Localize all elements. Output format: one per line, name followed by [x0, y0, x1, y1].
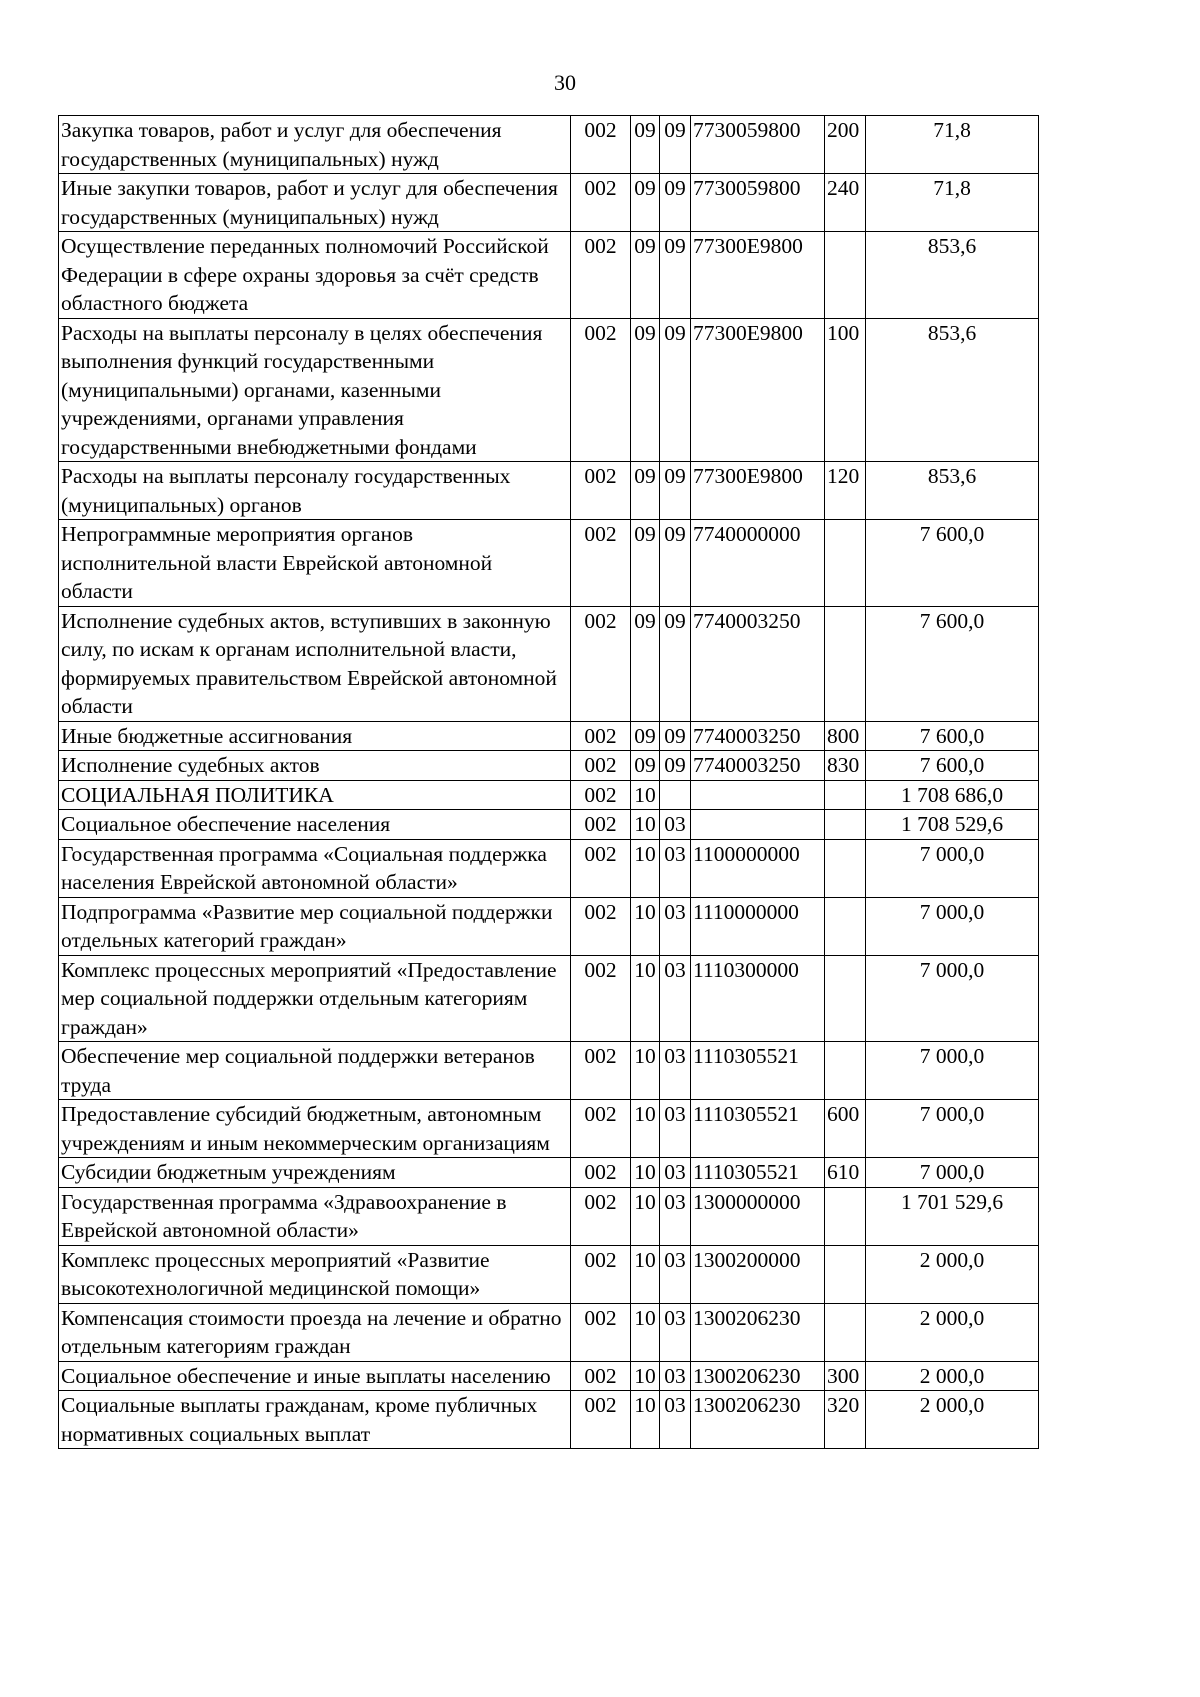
table-row	[59, 897, 1039, 955]
row-name-cell: Субсидии бюджетным учреждениям	[59, 1158, 571, 1188]
row-section-cell: 10	[631, 1158, 660, 1188]
row-subsection-cell	[660, 780, 691, 810]
row-amount-cell: 853,6	[866, 232, 1039, 319]
row-target-article-cell: 1110305521	[691, 1042, 825, 1100]
row-target-article-cell: 1100000000	[691, 839, 825, 897]
row-name-cell: Предоставление субсидий бюджетным, автономным учреждениям и иным некоммерческим организациям	[59, 1100, 571, 1158]
row-target-article-cell: 7730059800	[691, 116, 825, 174]
row-ved-cell: 002	[571, 839, 631, 897]
row-target-article-cell: 1300200000	[691, 1245, 825, 1303]
row-target-article-cell: 1110305521	[691, 1100, 825, 1158]
row-expense-type-cell: 200	[825, 116, 866, 174]
row-target-article-cell: 77300Е9800	[691, 318, 825, 462]
table-row	[59, 1187, 1039, 1245]
table-row	[59, 606, 1039, 721]
row-expense-type-cell	[825, 520, 866, 607]
row-section-cell: 10	[631, 839, 660, 897]
row-ved-cell: 002	[571, 810, 631, 840]
row-expense-type-cell	[825, 1245, 866, 1303]
row-amount-cell: 71,8	[866, 174, 1039, 232]
row-subsection-cell: 09	[660, 318, 691, 462]
row-amount-cell: 853,6	[866, 318, 1039, 462]
row-ved-cell: 002	[571, 955, 631, 1042]
row-section-cell: 10	[631, 810, 660, 840]
row-subsection-cell: 09	[660, 232, 691, 319]
row-subsection-cell: 09	[660, 116, 691, 174]
row-ved-cell: 002	[571, 897, 631, 955]
row-amount-cell: 7 000,0	[866, 839, 1039, 897]
row-amount-cell: 7 000,0	[866, 1042, 1039, 1100]
row-expense-type-cell: 610	[825, 1158, 866, 1188]
row-section-cell: 09	[631, 174, 660, 232]
row-section-cell: 09	[631, 318, 660, 462]
table-row	[59, 174, 1039, 232]
row-name-cell: Социальное обеспечение и иные выплаты населению	[59, 1361, 571, 1391]
table-row	[59, 780, 1039, 810]
row-name-cell: СОЦИАЛЬНАЯ ПОЛИТИКА	[59, 780, 571, 810]
row-expense-type-cell	[825, 839, 866, 897]
row-subsection-cell: 03	[660, 839, 691, 897]
row-name-cell: Исполнение судебных актов, вступивших в законную силу, по искам к органам исполнительной власти, формируемых правительством Еврейской автономной области	[59, 606, 571, 721]
row-name-cell: Исполнение судебных актов	[59, 751, 571, 781]
row-subsection-cell: 09	[660, 174, 691, 232]
row-target-article-cell: 7740003250	[691, 721, 825, 751]
row-expense-type-cell: 320	[825, 1391, 866, 1449]
row-expense-type-cell	[825, 1042, 866, 1100]
row-subsection-cell: 09	[660, 751, 691, 781]
row-ved-cell: 002	[571, 462, 631, 520]
row-subsection-cell: 03	[660, 1361, 691, 1391]
row-amount-cell: 853,6	[866, 462, 1039, 520]
row-amount-cell: 7 600,0	[866, 721, 1039, 751]
row-expense-type-cell: 830	[825, 751, 866, 781]
row-ved-cell: 002	[571, 780, 631, 810]
row-subsection-cell: 03	[660, 810, 691, 840]
row-ved-cell: 002	[571, 1100, 631, 1158]
table-row	[59, 520, 1039, 607]
table-row	[59, 1100, 1039, 1158]
row-amount-cell: 71,8	[866, 116, 1039, 174]
row-target-article-cell: 7730059800	[691, 174, 825, 232]
row-subsection-cell: 09	[660, 462, 691, 520]
row-subsection-cell: 09	[660, 721, 691, 751]
row-target-article-cell: 1110305521	[691, 1158, 825, 1188]
row-section-cell: 09	[631, 116, 660, 174]
row-target-article-cell: 1110300000	[691, 955, 825, 1042]
row-name-cell: Иные закупки товаров, работ и услуг для обеспечения государственных (муниципальных) нужд	[59, 174, 571, 232]
row-target-article-cell: 7740000000	[691, 520, 825, 607]
table-row	[59, 955, 1039, 1042]
row-name-cell: Иные бюджетные ассигнования	[59, 721, 571, 751]
row-amount-cell: 7 000,0	[866, 955, 1039, 1042]
row-amount-cell: 7 600,0	[866, 520, 1039, 607]
row-target-article-cell: 7740003250	[691, 606, 825, 721]
row-amount-cell: 7 000,0	[866, 1100, 1039, 1158]
row-subsection-cell: 03	[660, 1158, 691, 1188]
row-name-cell: Расходы на выплаты персоналу государственных (муниципальных) органов	[59, 462, 571, 520]
row-amount-cell: 7 000,0	[866, 897, 1039, 955]
row-name-cell: Комплекс процессных мероприятий «Предоставление мер социальной поддержки отдельным категориям граждан»	[59, 955, 571, 1042]
row-amount-cell: 1 701 529,6	[866, 1187, 1039, 1245]
row-section-cell: 10	[631, 1391, 660, 1449]
row-expense-type-cell: 300	[825, 1361, 866, 1391]
row-name-cell: Подпрограмма «Развитие мер социальной поддержки отдельных категорий граждан»	[59, 897, 571, 955]
row-expense-type-cell	[825, 810, 866, 840]
row-name-cell: Расходы на выплаты персоналу в целях обеспечения выполнения функций государственными (муниципальными) органами, казенными учреждениями, органами управления государственными внебюджетными фондами	[59, 318, 571, 462]
row-name-cell: Социальные выплаты гражданам, кроме публичных нормативных социальных выплат	[59, 1391, 571, 1449]
row-section-cell: 10	[631, 1042, 660, 1100]
row-subsection-cell: 03	[660, 1391, 691, 1449]
row-expense-type-cell	[825, 780, 866, 810]
row-ved-cell: 002	[571, 1303, 631, 1361]
row-expense-type-cell: 100	[825, 318, 866, 462]
row-ved-cell: 002	[571, 174, 631, 232]
table-row	[59, 721, 1039, 751]
table-row	[59, 1303, 1039, 1361]
table-row	[59, 1361, 1039, 1391]
row-subsection-cell: 03	[660, 1245, 691, 1303]
row-ved-cell: 002	[571, 606, 631, 721]
row-ved-cell: 002	[571, 1158, 631, 1188]
row-subsection-cell: 03	[660, 1303, 691, 1361]
row-section-cell: 10	[631, 780, 660, 810]
row-ved-cell: 002	[571, 318, 631, 462]
row-target-article-cell: 77300Е9800	[691, 232, 825, 319]
row-name-cell: Государственная программа «Здравоохранение в Еврейской автономной области»	[59, 1187, 571, 1245]
row-expense-type-cell: 800	[825, 721, 866, 751]
row-section-cell: 10	[631, 1361, 660, 1391]
row-ved-cell: 002	[571, 116, 631, 174]
table-row	[59, 810, 1039, 840]
row-section-cell: 09	[631, 520, 660, 607]
row-ved-cell: 002	[571, 751, 631, 781]
row-expense-type-cell: 600	[825, 1100, 866, 1158]
row-ved-cell: 002	[571, 721, 631, 751]
row-amount-cell: 2 000,0	[866, 1361, 1039, 1391]
row-section-cell: 10	[631, 1245, 660, 1303]
row-section-cell: 10	[631, 897, 660, 955]
row-amount-cell: 2 000,0	[866, 1391, 1039, 1449]
row-subsection-cell: 03	[660, 897, 691, 955]
row-target-article-cell: 77300Е9800	[691, 462, 825, 520]
row-subsection-cell: 03	[660, 1042, 691, 1100]
row-target-article-cell: 1300206230	[691, 1391, 825, 1449]
row-section-cell: 09	[631, 232, 660, 319]
row-subsection-cell: 09	[660, 520, 691, 607]
row-ved-cell: 002	[571, 1187, 631, 1245]
row-name-cell: Социальное обеспечение населения	[59, 810, 571, 840]
row-section-cell: 10	[631, 1187, 660, 1245]
row-name-cell: Комплекс процессных мероприятий «Развитие высокотехнологичной медицинской помощи»	[59, 1245, 571, 1303]
budget-table	[58, 115, 1039, 1449]
table-row	[59, 1391, 1039, 1449]
row-expense-type-cell	[825, 606, 866, 721]
row-ved-cell: 002	[571, 520, 631, 607]
row-target-article-cell	[691, 810, 825, 840]
row-section-cell: 09	[631, 462, 660, 520]
row-name-cell: Закупка товаров, работ и услуг для обеспечения государственных (муниципальных) нужд	[59, 116, 571, 174]
row-section-cell: 09	[631, 721, 660, 751]
row-ved-cell: 002	[571, 1245, 631, 1303]
row-expense-type-cell	[825, 897, 866, 955]
row-name-cell: Непрограммные мероприятия органов исполнительной власти Еврейской автономной области	[59, 520, 571, 607]
table-row	[59, 116, 1039, 174]
table-row	[59, 1042, 1039, 1100]
row-name-cell: Обеспечение мер социальной поддержки ветеранов труда	[59, 1042, 571, 1100]
row-section-cell: 10	[631, 1303, 660, 1361]
page-number: 30	[554, 70, 576, 95]
table-row	[59, 751, 1039, 781]
table-row	[59, 1245, 1039, 1303]
row-target-article-cell: 1300206230	[691, 1303, 825, 1361]
row-expense-type-cell: 120	[825, 462, 866, 520]
table-row	[59, 462, 1039, 520]
row-target-article-cell: 1300206230	[691, 1361, 825, 1391]
table-row	[59, 232, 1039, 319]
row-amount-cell: 2 000,0	[866, 1303, 1039, 1361]
row-name-cell: Осуществление переданных полномочий Российской Федерации в сфере охраны здоровья за счёт средств областного бюджета	[59, 232, 571, 319]
row-section-cell: 10	[631, 955, 660, 1042]
row-expense-type-cell	[825, 232, 866, 319]
row-amount-cell: 7 600,0	[866, 606, 1039, 721]
row-section-cell: 09	[631, 751, 660, 781]
row-subsection-cell: 09	[660, 606, 691, 721]
row-amount-cell: 2 000,0	[866, 1245, 1039, 1303]
row-name-cell: Компенсация стоимости проезда на лечение и обратно отдельным категориям граждан	[59, 1303, 571, 1361]
row-expense-type-cell: 240	[825, 174, 866, 232]
row-target-article-cell	[691, 780, 825, 810]
budget-table-body	[59, 116, 1039, 1449]
row-amount-cell: 1 708 686,0	[866, 780, 1039, 810]
row-name-cell: Государственная программа «Социальная поддержка населения Еврейской автономной области»	[59, 839, 571, 897]
table-row	[59, 1158, 1039, 1188]
row-amount-cell: 1 708 529,6	[866, 810, 1039, 840]
row-expense-type-cell	[825, 1303, 866, 1361]
table-row	[59, 318, 1039, 462]
row-amount-cell: 7 600,0	[866, 751, 1039, 781]
row-ved-cell: 002	[571, 232, 631, 319]
row-target-article-cell: 7740003250	[691, 751, 825, 781]
row-amount-cell: 7 000,0	[866, 1158, 1039, 1188]
row-expense-type-cell	[825, 955, 866, 1042]
row-target-article-cell: 1300000000	[691, 1187, 825, 1245]
row-expense-type-cell	[825, 1187, 866, 1245]
row-subsection-cell: 03	[660, 1187, 691, 1245]
row-target-article-cell: 1110000000	[691, 897, 825, 955]
row-subsection-cell: 03	[660, 1100, 691, 1158]
row-subsection-cell: 03	[660, 955, 691, 1042]
row-ved-cell: 002	[571, 1391, 631, 1449]
row-section-cell: 10	[631, 1100, 660, 1158]
table-row	[59, 839, 1039, 897]
row-ved-cell: 002	[571, 1361, 631, 1391]
row-ved-cell: 002	[571, 1042, 631, 1100]
row-section-cell: 09	[631, 606, 660, 721]
